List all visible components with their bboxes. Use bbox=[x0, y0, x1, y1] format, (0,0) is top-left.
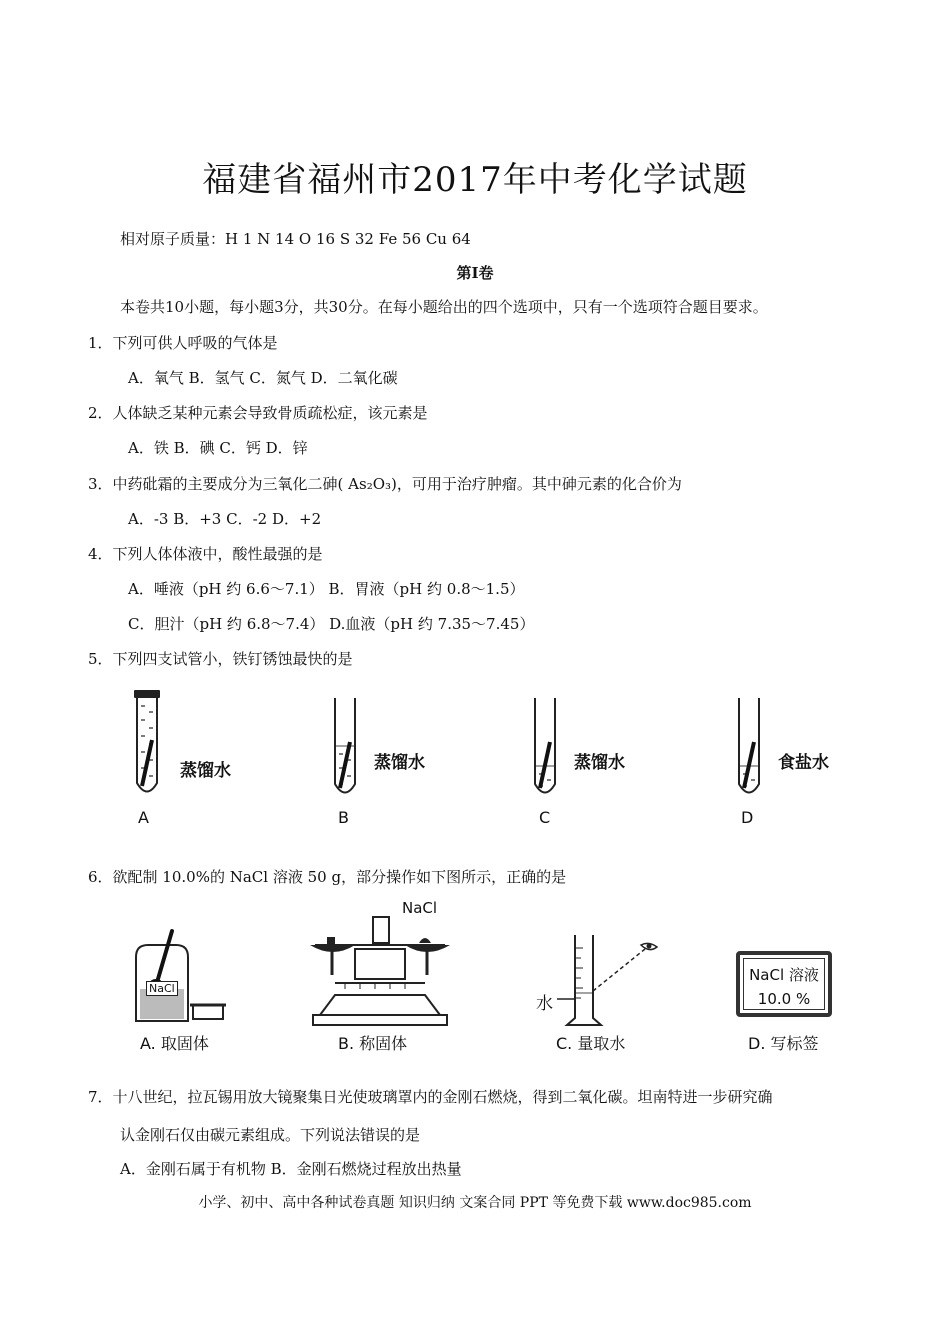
tube-d-label: 食盐水 bbox=[778, 753, 829, 773]
tag-line-1: NaCl 溶液 bbox=[749, 966, 819, 984]
question-stem: 1．下列可供人呼吸的气体是 bbox=[88, 334, 278, 352]
question-options: A．-3 B．+3 C．-2 D．+2 bbox=[128, 510, 322, 528]
caption-a: A. 取固体 bbox=[140, 1034, 209, 1053]
tube-b-label: 蒸馏水 bbox=[374, 753, 425, 773]
tag-line-2: 10.0 % bbox=[757, 990, 811, 1008]
caption-d: D. 写标签 bbox=[748, 1034, 819, 1053]
question-stem: 4．下列人体体液中，酸性最强的是 bbox=[88, 545, 323, 563]
page-footer: 小学、初中、高中各种试卷真题 知识归纳 文案合同 PPT 等免费下载 www.doc985.com bbox=[198, 1195, 752, 1211]
tube-a-caption: A bbox=[138, 808, 149, 827]
balance-icon bbox=[305, 915, 455, 1030]
question-options: 认金刚石仅由碳元素组成。下列说法错误的是 bbox=[120, 1126, 421, 1144]
reagent-jar-icon bbox=[128, 927, 228, 1027]
atomic-mass-line: 相对原子质量：H 1 N 14 O 16 S 32 Fe 56 Cu 64 bbox=[120, 230, 471, 248]
test-tube-d-icon bbox=[730, 694, 770, 804]
solution-prep-figure bbox=[0, 895, 950, 1060]
question-stem: 5．下列四支试管小，铁钉锈蚀最快的是 bbox=[88, 650, 353, 668]
page-title: 福建省福州市2017年中考化学试题 bbox=[202, 160, 748, 200]
tube-a-label: 蒸馏水 bbox=[180, 761, 231, 781]
question-stem: 3．中药砒霜的主要成分为三氧化二砷( As₂O₃)，可用于治疗肿瘤。其中砷元素的化合价为 bbox=[88, 475, 682, 493]
balance-label: NaCl bbox=[402, 899, 438, 917]
question-stem: 2．人体缺乏某种元素会导致骨质疏松症，该元素是 bbox=[88, 404, 428, 422]
graduated-cylinder-icon bbox=[545, 933, 665, 1028]
tube-c-caption: C bbox=[539, 808, 551, 827]
test-tube-c-icon bbox=[526, 694, 566, 804]
caption-c: C. 量取水 bbox=[556, 1034, 626, 1053]
test-tube-figure bbox=[0, 680, 950, 830]
question-stem: 7．十八世纪，拉瓦锡用放大镜聚集日光使玻璃罩内的金刚石燃烧，得到二氧化碳。坦南特进一步研究确 bbox=[88, 1088, 773, 1106]
question-stem: 6．欲配制 10.0%的 NaCl 溶液 50 g，部分操作如下图所示，正确的是 bbox=[88, 868, 567, 886]
section-heading: 第I卷 bbox=[456, 264, 494, 282]
question-options: A．金刚石属于有机物 B．金刚石燃烧过程放出热量 bbox=[120, 1160, 462, 1178]
water-label: 水 bbox=[536, 994, 553, 1014]
question-options: A．唾液（pH 约 6.6～7.1） B．胃液（pH 约 0.8～1.5） bbox=[128, 580, 525, 598]
question-options: A．氧气 B．氢气 C．氮气 D．二氧化碳 bbox=[128, 369, 398, 387]
question-options: A．铁 B．碘 C．钙 D．锌 bbox=[128, 439, 308, 457]
jar-label: NaCl bbox=[146, 981, 178, 996]
tube-b-caption: B bbox=[338, 808, 349, 827]
tube-d-caption: D bbox=[741, 808, 754, 827]
question-options: C．胆汁（pH 约 6.8～7.4） D.血液（pH 约 7.35～7.45） bbox=[128, 615, 535, 633]
caption-b: B. 称固体 bbox=[338, 1034, 408, 1053]
tube-c-label: 蒸馏水 bbox=[574, 753, 625, 773]
label-tag bbox=[736, 951, 832, 1017]
test-tube-b-icon bbox=[326, 694, 366, 804]
test-tube-a-icon bbox=[128, 688, 168, 803]
instructions: 本卷共10小题，每小题3分，共30分。在每小题给出的四个选项中，只有一个选项符合题目要求。 bbox=[120, 298, 768, 316]
